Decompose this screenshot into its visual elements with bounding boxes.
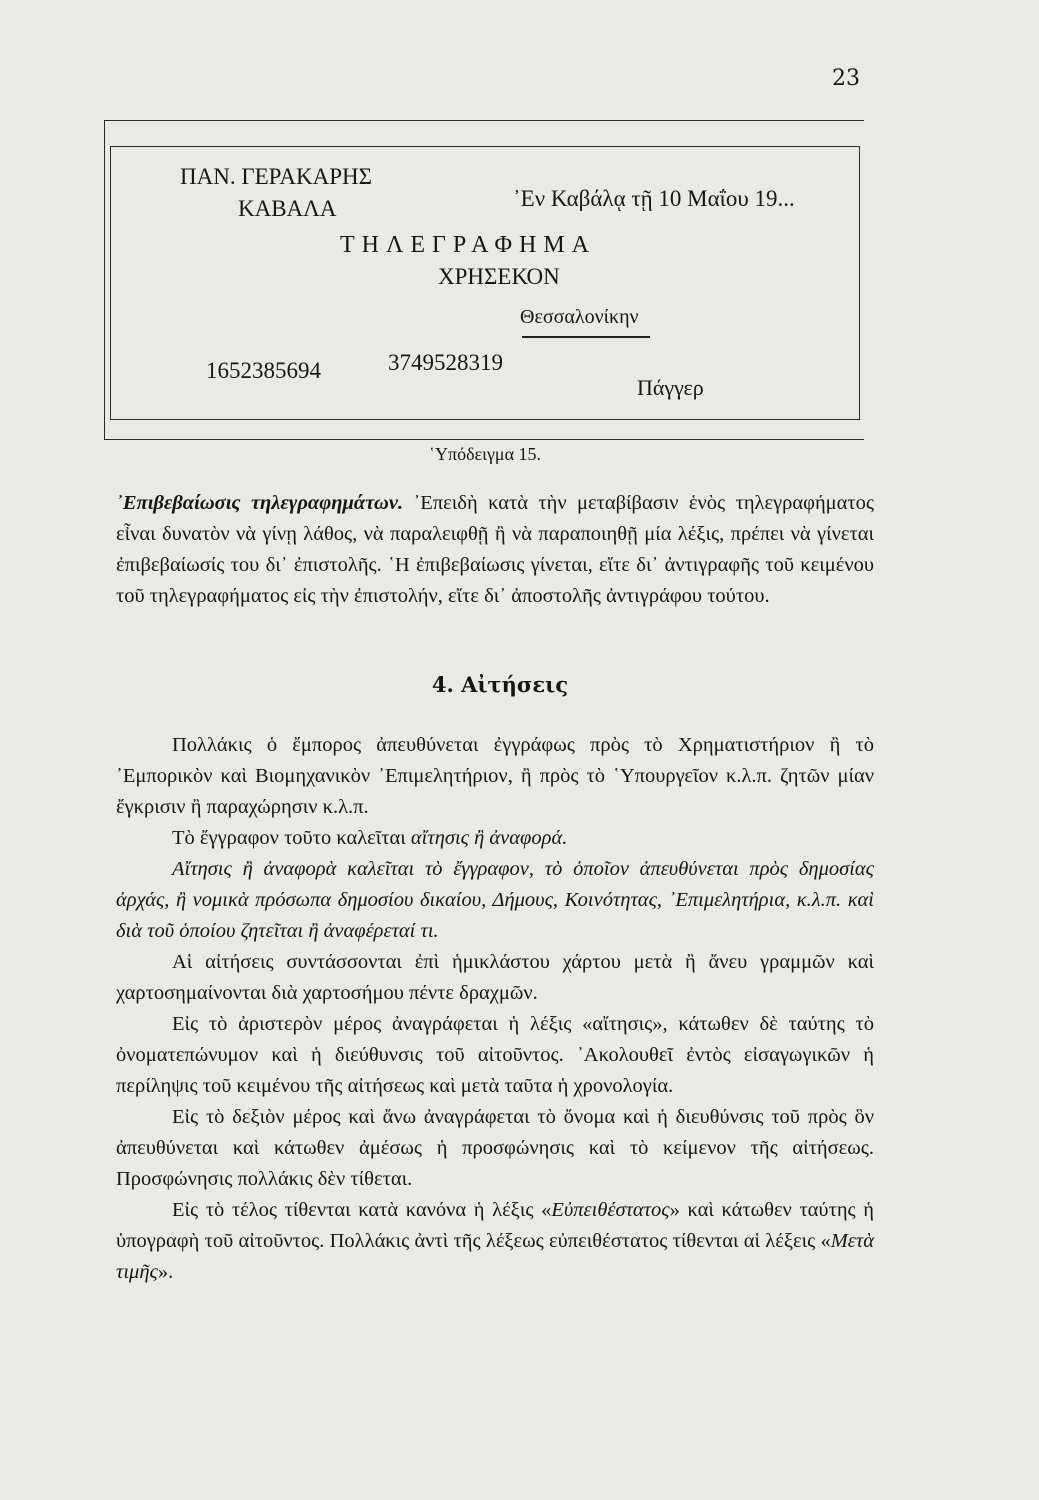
confirmation-text: ᾿Επειδὴ κατὰ τὴν μεταβίβασιν ἑνὸς τηλεγραφήματος εἶναι δυνατὸν νὰ γίνῃ λάθος, νὰ παραλειφθῇ ἢ νὰ παραποιηθῇ μία λέξις, πρέπει νὰ γίνεται ἐπιβεβαίωσίς του δι᾿ ἐπιστολῆς. ῾Η ἐπιβεβαίωσις γίνεται, εἴτε δι᾿ ἀντιγραφῆς τοῦ κειμένου τοῦ τηλεγραφήματος εἰς τὴν ἐπιστολήν, εἴτε δι᾿ ἀποστολῆς ἀντιγράφου τούτου.: [116, 492, 875, 607]
paragraph-5: Εἰς τὸ ἀριστερὸν μέρος ἀναγράφεται ἡ λέξις «αἴτησις», κάτωθεν δὲ ταύτης τὸ ὀνοματεπώνυμον καὶ ἡ διεύθυνσις τοῦ αἰτοῦντος. ᾿Ακολουθεῖ ἐντὸς εἰσαγωγικῶν ἡ περίληψις τοῦ κειμένου τῆς αἰτήσεως καὶ μετὰ ταῦτα ἡ χρονολογία.: [116, 1013, 874, 1097]
paragraph-3: [116, 854, 874, 947]
telegram-city: ΚΑΒΑΛΑ: [238, 196, 337, 221]
telegram-signature: Πάγγερ: [637, 375, 704, 400]
paragraph-7-part-e: ».: [157, 1261, 174, 1283]
paragraph-1: Πολλάκις ὁ ἔμπορος ἀπευθύνεται ἐγγράφως πρὸς τὸ Χρηματιστήριον ἢ τὸ ᾿Εμπορικὸν καὶ Βιομηχανικὸν ᾿Επιμελητήριον, ἢ πρὸς τὸ ῾Υπουργεῖον κ.λ.π. ζητῶν μίαν ἔγκρισιν ἢ παραχώρησιν κ.λ.π.: [116, 734, 874, 818]
telegram-destination: Θεσσαλονίκην: [520, 306, 639, 328]
paragraph-2: [116, 823, 874, 854]
telegram-code-2: 3749528319: [388, 350, 503, 375]
paragraph-7: [116, 1195, 874, 1288]
telegram-code-1: 1652385694: [206, 358, 321, 383]
paragraph-7-part-a: Εἰς τὸ τέλος τίθενται κατὰ κανόνα ἡ λέξις «: [172, 1199, 552, 1221]
paragraph-6: Εἰς τὸ δεξιὸν μέρος καὶ ἄνω ἀναγράφεται τὸ ὄνομα καὶ ἡ διευθύνσις τοῦ πρὸς ὃν ἀπευθύνεται καὶ κάτωθεν ἀμέσως ἡ προσφώνησις καὶ τὸ κείμενον τῆς αἰτήσεως. Προσφώνησις πολλάκις δὲν τίθεται.: [116, 1106, 874, 1190]
paragraph-2-term: αἴτησις ἢ ἀναφορά.: [410, 827, 568, 849]
paragraph-2-lead: Τὸ ἔγγραφον τοῦτο καλεῖται: [172, 827, 406, 849]
telegram-title: ΤΗΛΕΓΡΑΦΗΜΑ: [340, 232, 596, 258]
telegram-date: ᾿Εν Καβάλᾳ τῇ 10 Μαΐου 19...: [513, 186, 795, 211]
example-caption: ῾Υπόδειγμα 15.: [429, 444, 541, 464]
paragraph-4: Αἱ αἰτήσεις συντάσσονται ἐπὶ ἡμικλάστου χάρτου μετὰ ἢ ἄνευ γραμμῶν καὶ χαρτοσημαίνονται διὰ χαρτοσήμου πέντε δραχμῶν.: [116, 951, 874, 1004]
page-number: 23: [832, 66, 860, 91]
paragraph-3-definition: Αἴτησις ἢ ἀναφορὰ καλεῖται τὸ ἔγγραφον, τὸ ὁποῖον ἀπευθύνεται πρὸς δημοσίας ἀρχάς, ἢ νομικὰ πρόσωπα δημοσίου δικαίου, Δήμους, Κοινότητας, ᾿Επιμελητήρια, κ.λ.π. καὶ διὰ τοῦ ὁποίου ζητεῖται ἢ ἀναφέρεταί τι.: [116, 858, 874, 942]
telegram-sender: ΠΑΝ. ΓΕΡΑΚΑΡΗΣ: [180, 164, 372, 189]
section-heading: 4. Αἰτήσεις: [431, 672, 569, 697]
destination-underline: [522, 336, 650, 338]
body-text: [116, 730, 874, 1288]
confirmation-paragraph: [116, 488, 874, 612]
paragraph-7-part-c: » καὶ κάτωθεν ταύτης ἡ ὑπογραφὴ τοῦ αἰτοῦντος. Πολλάκις ἀντὶ τῆς λέξεως εὐπειθέστατος τίθενται αἱ λέξεις «: [116, 1199, 874, 1252]
telegram-addressee: ΧΡΗΣΕΚΟΝ: [438, 264, 560, 289]
paragraph-7-closing-word: Εὐπειθέστατος: [551, 1199, 670, 1221]
paragraph-7-alt-closing: Μετὰ τιμῆς: [116, 1230, 874, 1283]
confirmation-term: ᾿Επιβεβαίωσις τηλεγραφημάτων.: [116, 492, 404, 514]
